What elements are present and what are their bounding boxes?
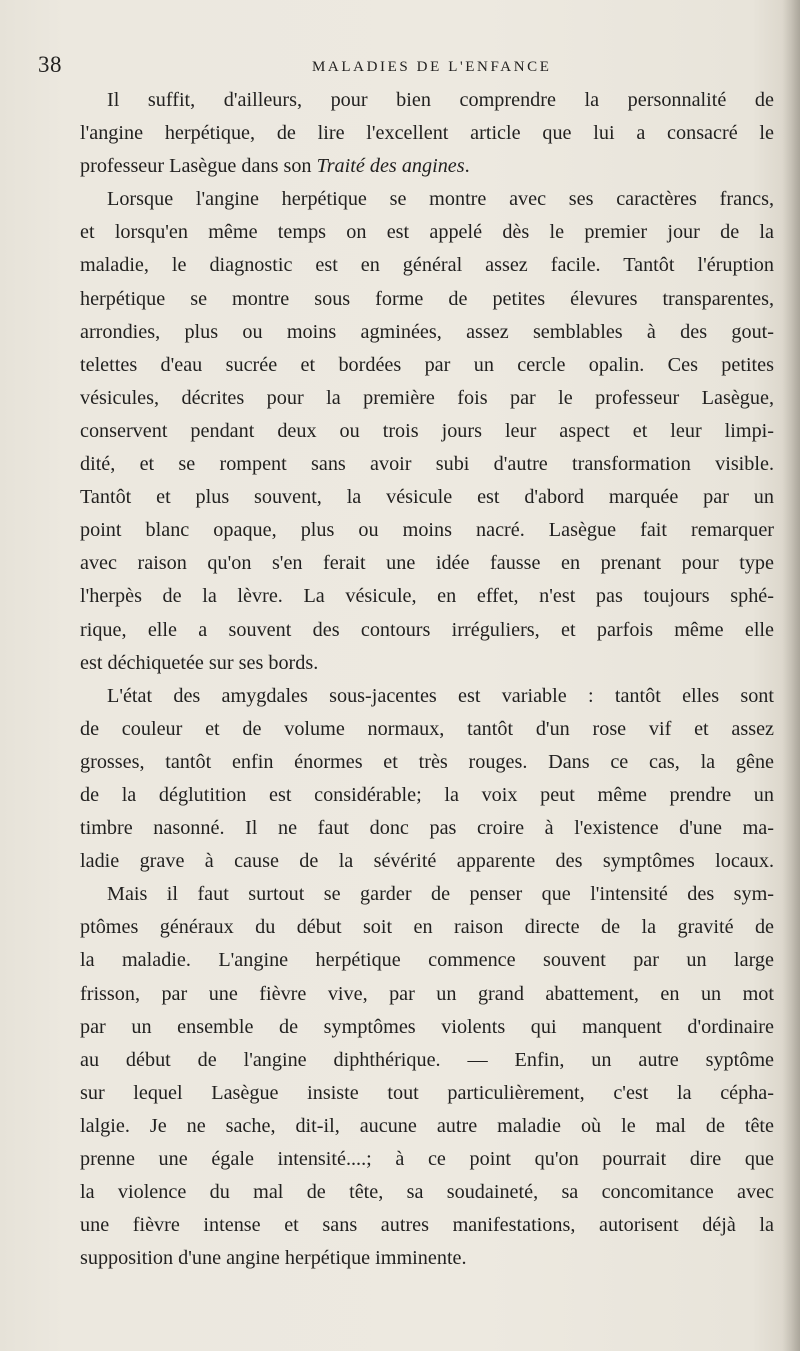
text-line: Mais il faut surtout se garder de penser que l'intensité des sym- (107, 883, 774, 906)
text-line: vésicules, décrites pour la première fois par le professeur Lasègue, (80, 386, 774, 409)
text-line: rique, elle a souvent des contours irréguliers, et parfois même elle (80, 618, 774, 641)
text-line: telettes d'eau sucrée et bordées par un cercle opalin. Ces petites (80, 353, 774, 376)
text-line: ptômes généraux du début soit en raison directe de la gravité de (80, 916, 774, 939)
text-line: sur lequel Lasègue insiste tout particulièrement, c'est la cépha- (80, 1081, 774, 1104)
text-line: au début de l'angine diphthérique. — Enfin, un autre syptôme (80, 1048, 774, 1071)
page-edge-shadow (782, 0, 800, 1351)
text-line: herpétique se montre sous forme de petites élevures transparentes, (80, 287, 774, 310)
text-line: par un ensemble de symptômes violents qui manquent d'ordinaire (80, 1015, 774, 1038)
text-line: dité, et se rompent sans avoir subi d'autre transformation visible. (80, 453, 774, 476)
text-line: arrondies, plus ou moins agminées, assez semblables à des gout- (80, 320, 774, 343)
body-text (80, 84, 774, 1275)
text-line: supposition d'une angine herpétique imminente. (80, 1247, 467, 1270)
text-line-start: professeur Lasègue dans son (80, 155, 317, 178)
text-line: lalgie. Je ne sache, dit-il, aucune autre maladie où le mal de tête (80, 1114, 774, 1137)
text-line: la maladie. L'angine herpétique commence souvent par un large (80, 949, 774, 972)
text-line: Il suffit, d'ailleurs, pour bien comprendre la personnalité de (107, 89, 774, 111)
text-line: L'état des amygdales sous-jacentes est variable : tantôt elles sont (107, 684, 774, 707)
running-head (0, 50, 800, 80)
running-title: MALADIES DE L'ENFANCE (312, 59, 552, 75)
text-line: avec raison qu'on s'en ferait une idée fausse en prenant pour type (80, 552, 774, 575)
text-line: l'herpès de la lèvre. La vésicule, en effet, n'est pas toujours sphé- (80, 585, 774, 608)
book-title: Traité des angines (316, 155, 465, 178)
text-line: ladie grave à cause de la sévérité apparente des symptômes locaux. (80, 850, 774, 873)
text-line: est déchiquetée sur ses bords. (80, 651, 319, 674)
text-line: prenne une égale intensité....; à ce point qu'on pourrait dire que (80, 1148, 774, 1170)
text-line: et lorsqu'en même temps on est appelé dès le premier jour de la (80, 221, 774, 244)
text-line: de couleur et de volume normaux, tantôt d'un rose vif et assez (80, 717, 774, 740)
text-line: Tantôt et plus souvent, la vésicule est d'abord marquée par un (80, 486, 774, 509)
text-line: frisson, par une fièvre vive, par un grand abattement, en un mot (80, 982, 774, 1005)
text-line: de la déglutition est considérable; la voix peut même prendre un (80, 783, 774, 806)
text-line: grosses, tantôt enfin énormes et très rouges. Dans ce cas, la gêne (80, 750, 774, 773)
text-line: maladie, le diagnostic est en général assez facile. Tantôt l'éruption (80, 254, 774, 277)
text-line: conservent pendant deux ou trois jours leur aspect et leur limpi- (80, 419, 774, 442)
text-line-end: . (464, 155, 470, 178)
text-line: point blanc opaque, plus ou moins nacré. Lasègue fait remarquer (80, 519, 774, 542)
text-line: Lorsque l'angine herpétique se montre avec ses caractères francs, (107, 188, 774, 211)
page-number: 38 (38, 52, 62, 77)
text-line: timbre nasonné. Il ne faut donc pas croire à l'existence d'une ma- (80, 817, 774, 840)
text-line: l'angine herpétique, de lire l'excellent article que lui a consacré le (80, 122, 774, 145)
text-line (80, 150, 774, 183)
text-line: une fièvre intense et sans autres manifestations, autorisent déjà la (80, 1214, 774, 1237)
text-line: la violence du mal de tête, sa soudaineté, sa concomitance avec (80, 1181, 774, 1204)
